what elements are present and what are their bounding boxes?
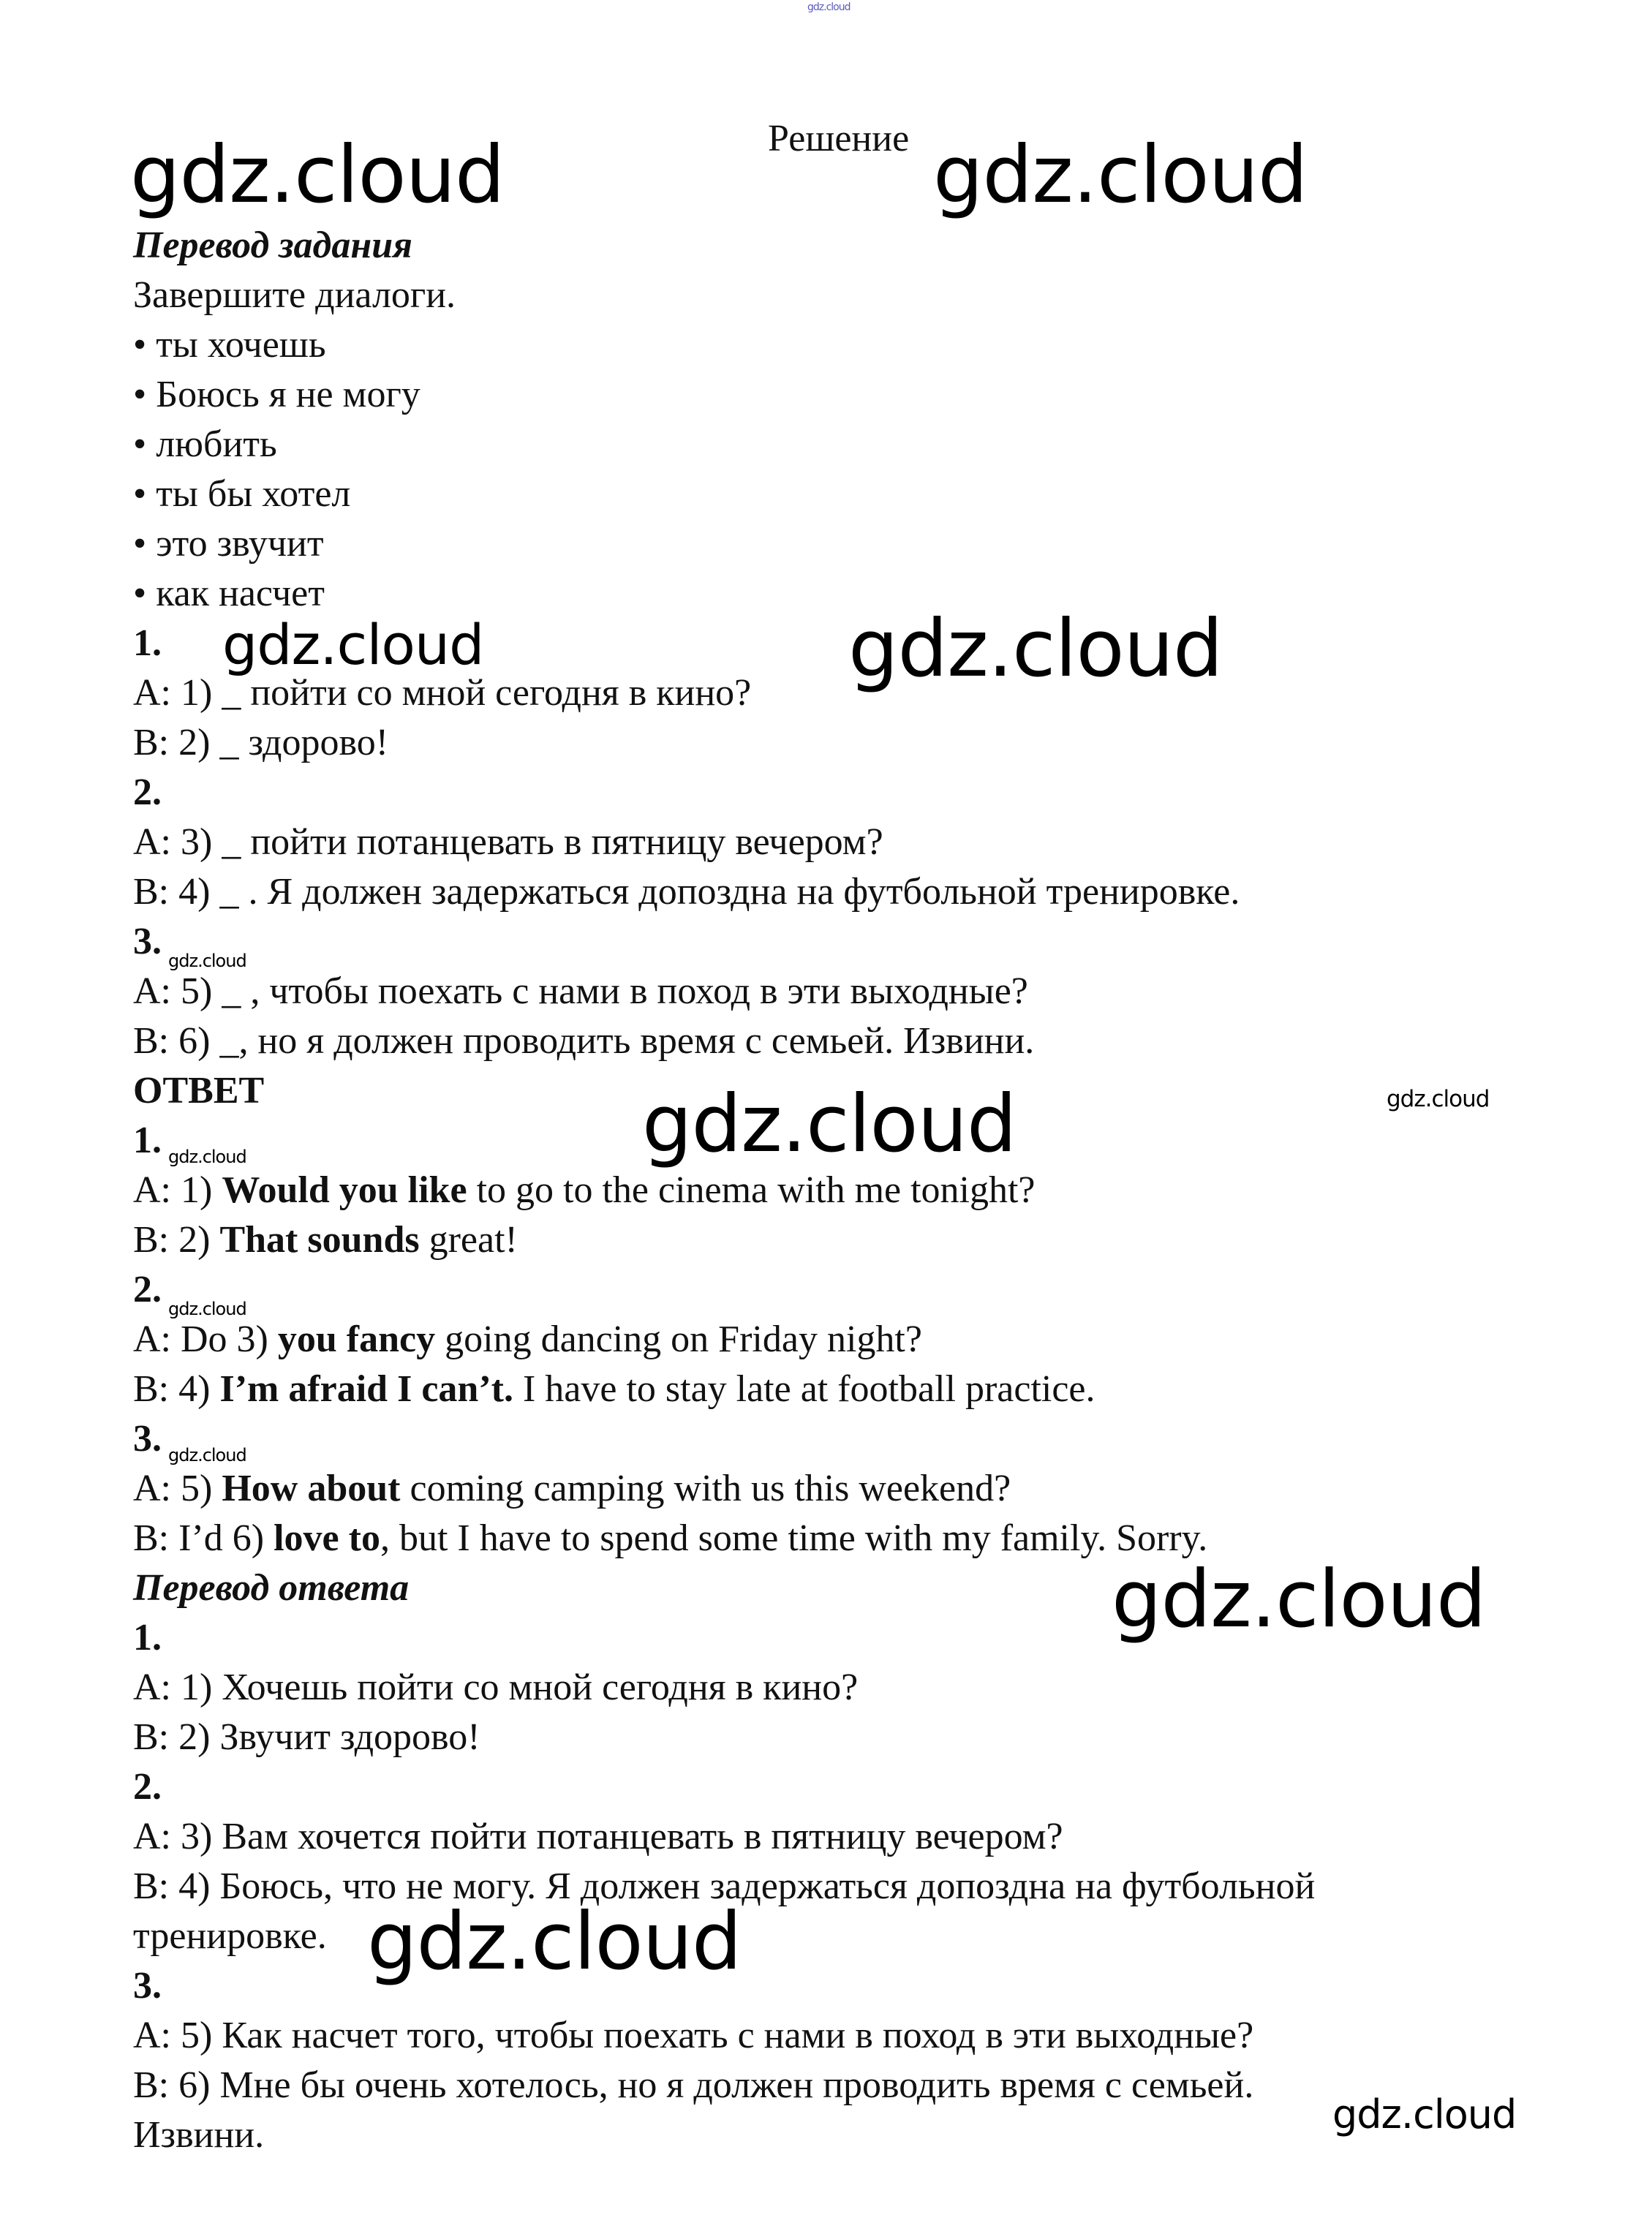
answer-line: [133, 1318, 922, 1362]
translation-number: 1.: [133, 1617, 162, 1659]
answer-key-phrase: That sounds: [219, 1219, 420, 1261]
task-dialog-number: 3.: [133, 921, 162, 962]
task-dialog-line: B: 4) _ . Я должен задержаться допоздна на футбольной тренировке.: [133, 871, 1240, 913]
task-dialog-line: A: 5) _ , чтобы поехать с нами в поход в эти выходные?: [133, 970, 1028, 1012]
answer-line: [133, 1517, 1207, 1561]
answer-post: to go to the cinema with me tonight?: [467, 1169, 1036, 1211]
bullet-item: • любить: [133, 423, 277, 465]
translation-line: B: 4) Боюсь, что не могу. Я должен задержаться допоздна на футбольной: [133, 1865, 1316, 1907]
answer-key-phrase: Would you like: [222, 1169, 467, 1211]
answer-post: coming camping with us this weekend?: [400, 1468, 1011, 1509]
answer-key-phrase: you fancy: [277, 1318, 436, 1360]
task-dialog-number: 2.: [133, 771, 162, 813]
answer-line: [133, 1218, 518, 1262]
task-dialog-line: A: 3) _ пойти потанцевать в пятницу вечером?: [133, 821, 883, 863]
watermark-2: gdz.cloud: [933, 129, 1308, 221]
answer-key-phrase: I’m afraid I can’t.: [219, 1368, 513, 1410]
bullet-item: • ты бы хотел: [133, 473, 351, 515]
answer-number: 2.: [133, 1269, 162, 1310]
answer-key-phrase: How about: [222, 1468, 401, 1509]
bullet-item: • это звучит: [133, 523, 324, 565]
watermark-4: gdz.cloud: [848, 603, 1223, 695]
translation-line: A: 1) Хочешь пойти со мной сегодня в кино?: [133, 1667, 859, 1708]
translation-line: A: 5) Как насчет того, чтобы поехать с нами в поход в эти выходные?: [133, 2015, 1254, 2056]
answer-pre: B: 2): [133, 1219, 220, 1261]
watermark-6: gdz.cloud: [1387, 1086, 1490, 1112]
task-dialog-line: B: 2) _ здорово!: [133, 722, 389, 763]
answer-title: ОТВЕТ: [133, 1070, 265, 1112]
watermark-1: gdz.cloud: [130, 129, 505, 221]
task-title: Перевод задания: [133, 224, 412, 266]
page-heading: Решение: [768, 118, 910, 159]
watermark-small-1: gdz.cloud: [168, 951, 246, 971]
answer-line: [133, 1169, 1036, 1212]
watermark-5: gdz.cloud: [642, 1079, 1017, 1170]
translation-line: A: 3) Вам хочется пойти потанцевать в пятницу вечером?: [133, 1816, 1063, 1857]
watermark-top: gdz.cloud: [807, 1, 850, 13]
task-dialog-line: A: 1) _ пойти со мной сегодня в кино?: [133, 672, 752, 714]
answer-key-phrase: love to: [274, 1517, 380, 1559]
answer-number: 3.: [133, 1418, 162, 1460]
bullet-item: • ты хочешь: [133, 324, 326, 366]
answer-post: I have to stay late at football practice.: [513, 1368, 1095, 1410]
watermark-7: gdz.cloud: [1112, 1554, 1486, 1645]
answer-line: [133, 1467, 1011, 1511]
answer-pre: A: 5): [133, 1468, 222, 1509]
task-dialog-number: 1.: [133, 622, 162, 664]
watermark-small-2: gdz.cloud: [168, 1147, 246, 1167]
watermark-9: gdz.cloud: [1332, 2091, 1517, 2137]
bullet-item: • Боюсь я не могу: [133, 374, 420, 415]
answer-post: great!: [419, 1219, 518, 1261]
answer-pre: B: 4): [133, 1368, 220, 1410]
answer-pre: B: I’d 6): [133, 1517, 274, 1559]
translation-line: B: 6) Мне бы очень хотелось, но я должен проводить время с семьей.: [133, 2064, 1254, 2106]
translation-line: тренировке.: [133, 1915, 327, 1957]
answer-post: , but I have to spend some time with my family. Sorry.: [380, 1517, 1208, 1559]
watermark-small-3: gdz.cloud: [168, 1299, 246, 1319]
answer-post: going dancing on Friday night?: [435, 1318, 922, 1360]
translation-number: 2.: [133, 1766, 162, 1808]
translation-line: Извини.: [133, 2114, 265, 2156]
bullet-item: • как насчет: [133, 573, 325, 614]
translation-line: B: 2) Звучит здорово!: [133, 1716, 480, 1758]
answer-number: 1.: [133, 1120, 162, 1161]
answer-line: [133, 1367, 1095, 1411]
watermark-3: gdz.cloud: [222, 612, 484, 677]
task-dialog-line: B: 6) _, но я должен проводить время с семьей. Извини.: [133, 1020, 1035, 1062]
watermark-small-4: gdz.cloud: [168, 1445, 246, 1465]
answer-pre: A: 1): [133, 1169, 222, 1211]
watermark-8: gdz.cloud: [367, 1896, 742, 1988]
answer-pre: A: Do 3): [133, 1318, 278, 1360]
translation-number: 3.: [133, 1965, 162, 2007]
task-instruction: Завершите диалоги.: [133, 274, 456, 316]
translation-title: Перевод ответа: [133, 1567, 410, 1609]
